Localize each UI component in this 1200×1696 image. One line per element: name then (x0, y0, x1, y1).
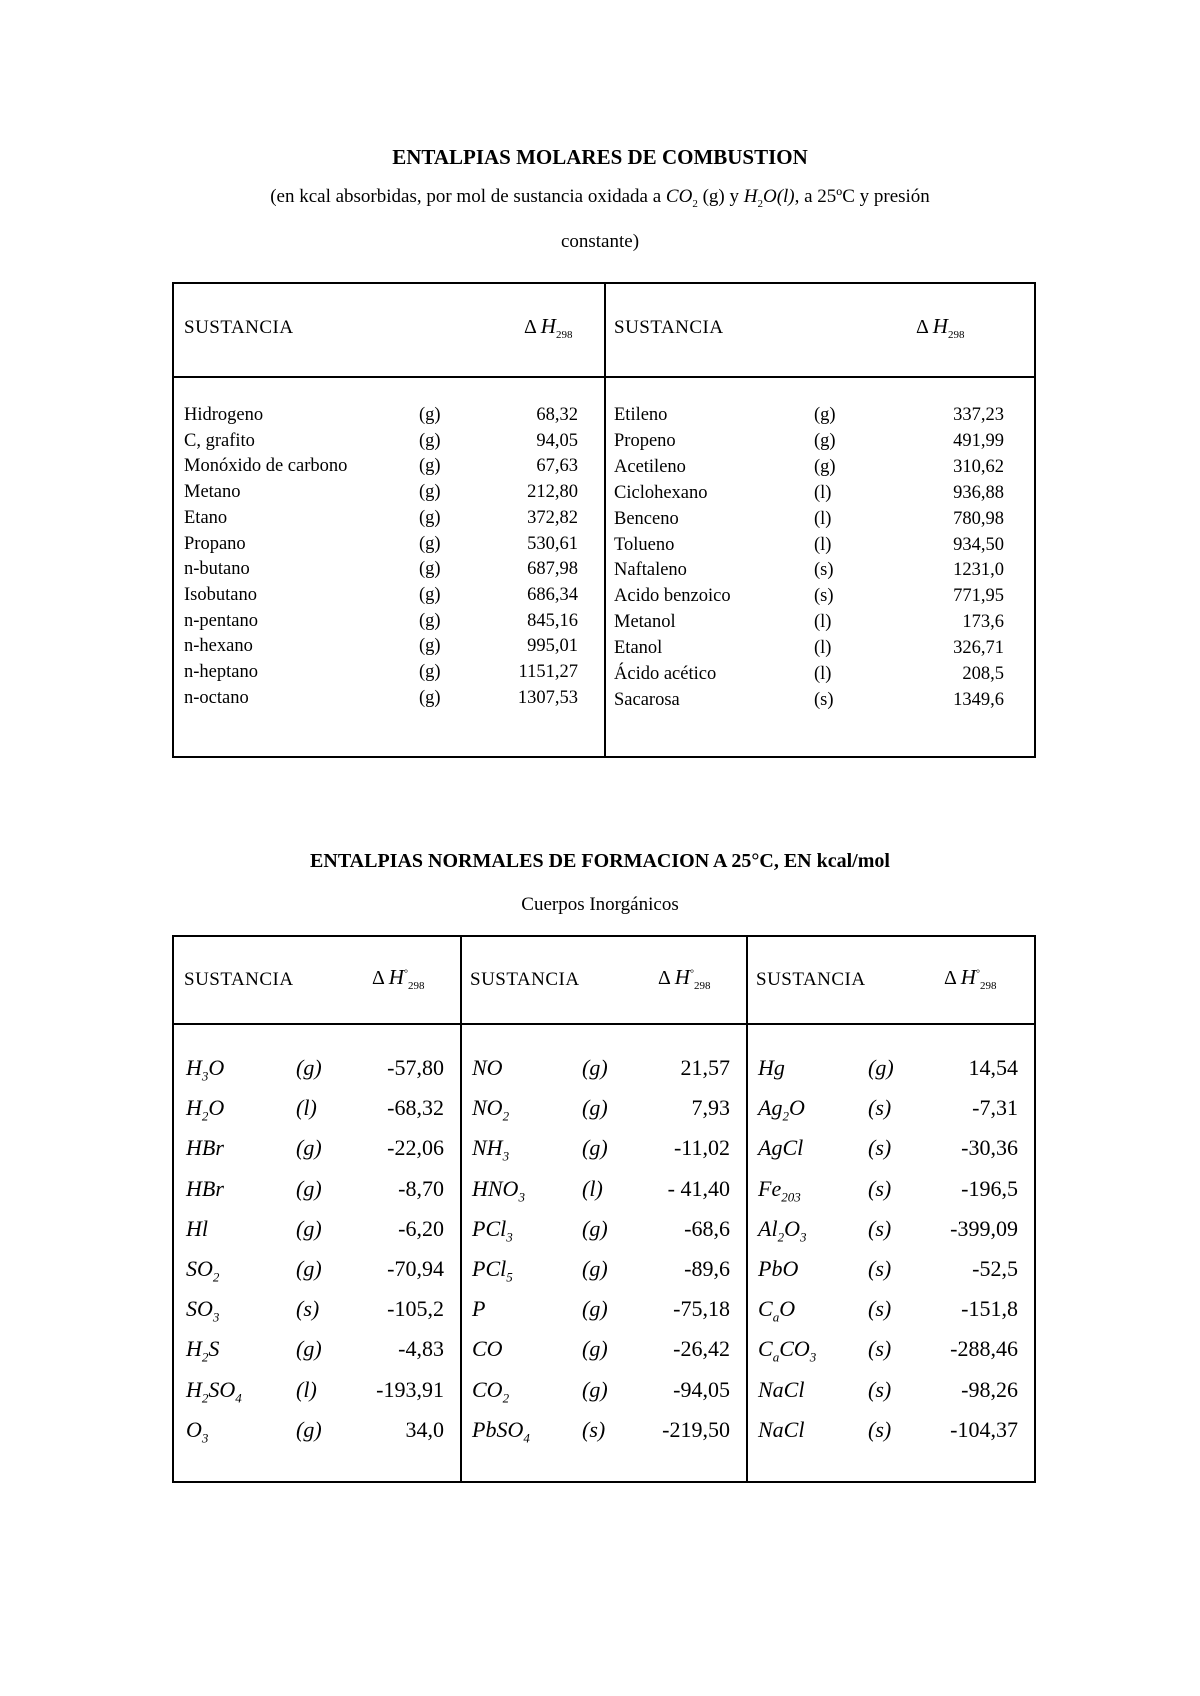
enthalpy-value: 491,99 (953, 430, 1004, 451)
table-row (174, 686, 604, 710)
state-label: (l) (814, 534, 832, 555)
substance-name: Metano (184, 482, 241, 503)
formula: $Fe_{203}$ (758, 1175, 801, 1204)
state-label: (g) (582, 1336, 608, 1362)
enthalpy-value: -104,37 (950, 1416, 1018, 1442)
formula: $NO_2$ (472, 1095, 510, 1124)
combustion-header-left (174, 284, 604, 378)
formula: $SO_3$ (186, 1296, 220, 1325)
substance-name: Etanol (614, 638, 663, 659)
combustion-subtitle: (en kcal absorbidas, por mol de sustancia oxidada a $CO_2$ (g) y $H_2O(l)$, a 25ºC y presión constante) (270, 186, 930, 252)
enthalpy-value: -6,20 (398, 1215, 444, 1241)
table-row (174, 1128, 460, 1168)
substance-name: Ciclohexano (614, 482, 708, 503)
table-row (174, 506, 604, 530)
enthalpy-value: -288,46 (950, 1336, 1018, 1362)
state-label: (g) (296, 1055, 322, 1080)
state-label: (g) (582, 1296, 608, 1322)
formula: $C_aCO_3$ (758, 1336, 817, 1365)
enthalpy-value: 1307,53 (517, 687, 578, 708)
enthalpy-value: 845,16 (527, 610, 578, 631)
table-row (174, 634, 604, 658)
enthalpy-value: 780,98 (953, 508, 1004, 529)
state-label: (g) (582, 1256, 608, 1281)
formation-title: ENTALPIAS NORMALES DE FORMACION A 25°C, EN kcal/mol (310, 850, 890, 872)
state-label: (l) (296, 1376, 317, 1402)
enthalpy-value: -98,26 (961, 1376, 1018, 1402)
state-label: (g) (582, 1055, 608, 1080)
state-label: (g) (296, 1135, 322, 1161)
table-row (174, 583, 604, 607)
table-row (460, 1128, 746, 1168)
state-label: (g) (419, 610, 441, 631)
state-label: (s) (868, 1296, 892, 1322)
table-row (604, 584, 1034, 608)
enthalpy-value: - 41,40 (667, 1175, 730, 1201)
substance-name: n-octano (184, 687, 249, 708)
header-delta-h: Δ $H^\circ_{298}$ (372, 965, 425, 992)
formula: PCl$_3$ (472, 1215, 513, 1245)
state-label: (s) (868, 1336, 892, 1362)
formula: $H_3O$ (186, 1055, 225, 1084)
formula: NaCl (758, 1416, 805, 1442)
table-row (604, 507, 1034, 531)
table-row (604, 662, 1034, 686)
table-row (174, 1329, 460, 1369)
enthalpy-value: -94,05 (673, 1376, 730, 1402)
state-label: (s) (868, 1376, 892, 1402)
table-row (174, 1249, 460, 1289)
state-label: (s) (868, 1135, 892, 1161)
state-label: (g) (582, 1215, 608, 1241)
table-row (746, 1410, 1034, 1450)
formula: AgCl (758, 1135, 804, 1161)
table-row (460, 1048, 746, 1088)
state-label: (g) (296, 1416, 322, 1442)
table-row (174, 1048, 460, 1088)
formula: $H_2S$ (186, 1336, 220, 1365)
state-label: (l) (296, 1095, 317, 1121)
combustion-table (172, 282, 1036, 758)
formula: $NH_3$ (472, 1135, 510, 1164)
enthalpy-value: -4,83 (398, 1336, 444, 1362)
substance-name: Monóxido de carbono (184, 456, 348, 477)
enthalpy-value: -68,6 (684, 1215, 730, 1241)
table-row (460, 1289, 746, 1329)
enthalpy-value: 34,0 (405, 1416, 444, 1442)
table-row (604, 558, 1034, 582)
formation-subtitle: Cuerpos Inorgánicos (521, 894, 679, 915)
state-label: (g) (419, 507, 441, 528)
state-label: (l) (814, 612, 832, 633)
formation-header-1 (174, 937, 460, 1025)
combustion-column-right (604, 284, 1034, 756)
state-label: (g) (419, 584, 441, 605)
table-row (746, 1249, 1034, 1289)
combustion-header-right (604, 284, 1034, 378)
enthalpy-value: -196,5 (961, 1175, 1018, 1201)
formula: $Ag_2O$ (758, 1095, 805, 1124)
state-label: (g) (296, 1336, 322, 1362)
enthalpy-value: -30,36 (961, 1135, 1018, 1161)
state-label: (s) (868, 1095, 892, 1121)
enthalpy-value: 1231,0 (953, 560, 1004, 581)
formation-table (172, 935, 1036, 1483)
table-row (460, 1088, 746, 1128)
state-label: (g) (419, 456, 441, 477)
formation-header-3 (746, 937, 1034, 1025)
enthalpy-value: -7,31 (972, 1095, 1018, 1121)
formula: PCl$_5$ (472, 1256, 513, 1285)
state-label: (s) (582, 1416, 606, 1442)
formula: NaCl (758, 1376, 805, 1402)
enthalpy-value: 68,32 (536, 405, 578, 425)
table-row (604, 481, 1034, 505)
table-row (604, 533, 1034, 557)
table-row (174, 454, 604, 478)
enthalpy-value: -399,09 (950, 1215, 1018, 1241)
table-row (174, 429, 604, 453)
table-row (604, 688, 1034, 712)
header-delta-h: Δ $H^\circ_{298}$ (658, 965, 711, 992)
formation-column-3 (746, 937, 1034, 1481)
table-row (174, 480, 604, 504)
state-label: (l) (814, 664, 832, 684)
table-row (604, 403, 1034, 427)
table-row (174, 1169, 460, 1209)
substance-name: Acetileno (614, 456, 686, 477)
table-row (460, 1249, 746, 1289)
state-label: (s) (814, 586, 834, 607)
enthalpy-value: 326,71 (953, 638, 1004, 659)
table-row (174, 557, 604, 581)
state-label: (l) (582, 1175, 603, 1201)
enthalpy-value: 67,63 (536, 456, 578, 477)
substance-name: C, grafito (184, 430, 255, 451)
state-label: (g) (814, 405, 836, 425)
table-row (746, 1088, 1034, 1128)
header-sustancia: SUSTANCIA (470, 969, 580, 990)
enthalpy-value: 687,98 (527, 559, 578, 580)
enthalpy-value: 337,23 (953, 405, 1004, 425)
enthalpy-value: 310,62 (953, 456, 1004, 477)
state-label: (g) (419, 636, 441, 657)
formula: P (472, 1296, 486, 1322)
table-row (604, 455, 1034, 479)
state-label: (l) (814, 508, 832, 529)
formula: CO (472, 1336, 503, 1362)
table-row (174, 1088, 460, 1128)
state-label: (s) (868, 1215, 892, 1241)
combustion-column-left (174, 284, 606, 756)
substance-name: n-hexano (184, 636, 253, 657)
substance-name: n-butano (184, 559, 250, 580)
state-label: (g) (419, 533, 441, 554)
table-row (174, 403, 604, 427)
enthalpy-value: -75,18 (673, 1296, 730, 1322)
formula: $HNO_3$ (472, 1175, 525, 1204)
state-label: (g) (419, 405, 441, 425)
header-sustancia: SUSTANCIA (614, 317, 724, 338)
enthalpy-value: 686,34 (527, 584, 578, 605)
enthalpy-value: -11,02 (673, 1135, 730, 1161)
table-row (174, 1289, 460, 1329)
state-label: (g) (814, 430, 836, 451)
state-label: (g) (419, 662, 441, 682)
substance-name: Etileno (614, 405, 668, 425)
table-row (746, 1329, 1034, 1369)
table-row (174, 1410, 460, 1450)
enthalpy-value: -105,2 (387, 1296, 444, 1322)
enthalpy-value: 771,95 (953, 586, 1004, 607)
enthalpy-value: -68,32 (387, 1095, 444, 1121)
combustion-title: ENTALPIAS MOLARES DE COMBUSTION (392, 145, 808, 169)
enthalpy-value: 995,01 (527, 636, 578, 657)
formula: PbSO$_4$ (472, 1416, 530, 1446)
state-label: (g) (419, 482, 441, 503)
substance-name: Metanol (614, 612, 676, 633)
substance-name: n-heptano (184, 662, 258, 682)
table-row (604, 610, 1034, 634)
substance-name: Sacarosa (614, 689, 680, 710)
state-label: (g) (582, 1376, 608, 1402)
enthalpy-value: -57,80 (387, 1055, 444, 1080)
enthalpy-value: 14,54 (968, 1055, 1018, 1080)
substance-name: Propeno (614, 430, 676, 451)
enthalpy-value: -8,70 (398, 1175, 444, 1201)
table-row (746, 1169, 1034, 1209)
table-row (174, 1209, 460, 1249)
enthalpy-value: -26,42 (673, 1336, 730, 1362)
table-row (746, 1370, 1034, 1410)
state-label: (g) (582, 1135, 608, 1161)
state-label: (g) (419, 559, 441, 580)
table-row (174, 609, 604, 633)
table-row (460, 1370, 746, 1410)
state-label: (l) (814, 638, 832, 659)
enthalpy-value: 1151,27 (518, 662, 578, 682)
substance-name: Propano (184, 533, 246, 554)
header-delta-h: Δ $H_{298}$ (916, 314, 965, 341)
formula: HBr (186, 1175, 224, 1201)
enthalpy-value: -89,6 (684, 1256, 730, 1281)
state-label: (s) (814, 689, 834, 710)
table-row (174, 532, 604, 556)
state-label: (s) (868, 1416, 892, 1442)
substance-name: Ácido acético (614, 664, 717, 684)
table-row (746, 1048, 1034, 1088)
enthalpy-value: 530,61 (527, 533, 578, 554)
formula: $C_aO$ (758, 1296, 796, 1325)
table-row (746, 1209, 1034, 1249)
formation-column-1 (174, 937, 462, 1481)
formula: HBr (186, 1135, 224, 1161)
substance-name: Tolueno (614, 534, 675, 555)
state-label: (s) (868, 1175, 892, 1201)
state-label: (g) (296, 1215, 322, 1241)
enthalpy-value: -52,5 (972, 1256, 1018, 1281)
substance-name: Etano (184, 507, 228, 528)
enthalpy-value: 1349,6 (953, 689, 1004, 710)
table-row (604, 429, 1034, 453)
enthalpy-value: 208,5 (962, 664, 1004, 684)
header-sustancia: SUSTANCIA (184, 969, 294, 990)
formula: $CO_2$ (472, 1376, 510, 1405)
formula: PbO (758, 1256, 799, 1281)
enthalpy-value: 372,82 (527, 507, 578, 528)
state-label: (s) (296, 1296, 320, 1322)
formula: $O_3$ (186, 1416, 209, 1446)
table-row (174, 660, 604, 684)
state-label: (g) (814, 456, 836, 477)
state-label: (g) (296, 1175, 322, 1201)
enthalpy-value: -219,50 (662, 1416, 730, 1442)
state-label: (g) (868, 1055, 894, 1080)
formula: $H_2SO_4$ (186, 1376, 242, 1405)
enthalpy-value: 212,80 (527, 482, 578, 503)
table-row (746, 1128, 1034, 1168)
enthalpy-value: 173,6 (962, 612, 1004, 633)
table-row (460, 1329, 746, 1369)
state-label: (s) (814, 560, 834, 581)
table-row (604, 636, 1034, 660)
state-label: (g) (419, 430, 441, 451)
formula: $SO_2$ (186, 1256, 220, 1285)
formation-column-2 (460, 937, 748, 1481)
state-label: (g) (419, 687, 441, 708)
formation-header-2 (460, 937, 746, 1025)
enthalpy-value: 21,57 (680, 1055, 730, 1080)
formula: Hl (186, 1215, 208, 1241)
table-row (460, 1209, 746, 1249)
substance-name: Acido benzoico (614, 586, 731, 607)
substance-name: n-pentano (184, 610, 258, 631)
state-label: (l) (814, 482, 832, 503)
formula: NO (472, 1055, 503, 1080)
substance-name: Isobutano (184, 584, 257, 605)
enthalpy-value: -151,8 (961, 1296, 1018, 1322)
table-row (460, 1169, 746, 1209)
enthalpy-value: 7,93 (691, 1095, 730, 1121)
enthalpy-value: 936,88 (953, 482, 1004, 503)
state-label: (g) (296, 1256, 322, 1281)
enthalpy-value: 934,50 (953, 534, 1004, 555)
table-row (174, 1370, 460, 1410)
substance-name: Hidrogeno (184, 405, 264, 425)
header-delta-h: Δ $H_{298}$ (524, 314, 573, 341)
formula: $H_2O$ (186, 1095, 225, 1124)
enthalpy-value: -22,06 (387, 1135, 444, 1161)
substance-name: Benceno (614, 508, 679, 529)
header-sustancia: SUSTANCIA (756, 969, 866, 990)
enthalpy-value: -193,91 (376, 1376, 444, 1402)
enthalpy-value: 94,05 (536, 430, 578, 451)
substance-name: Naftaleno (614, 560, 687, 581)
enthalpy-value: -70,94 (387, 1256, 444, 1281)
state-label: (g) (582, 1095, 608, 1121)
table-row (460, 1410, 746, 1450)
header-sustancia: SUSTANCIA (184, 317, 294, 338)
formula: $Al_2O_3$ (758, 1215, 807, 1245)
formula: Hg (758, 1055, 785, 1080)
state-label: (s) (868, 1256, 892, 1281)
header-delta-h: Δ $H^\circ_{298}$ (944, 965, 997, 992)
table-row (746, 1289, 1034, 1329)
